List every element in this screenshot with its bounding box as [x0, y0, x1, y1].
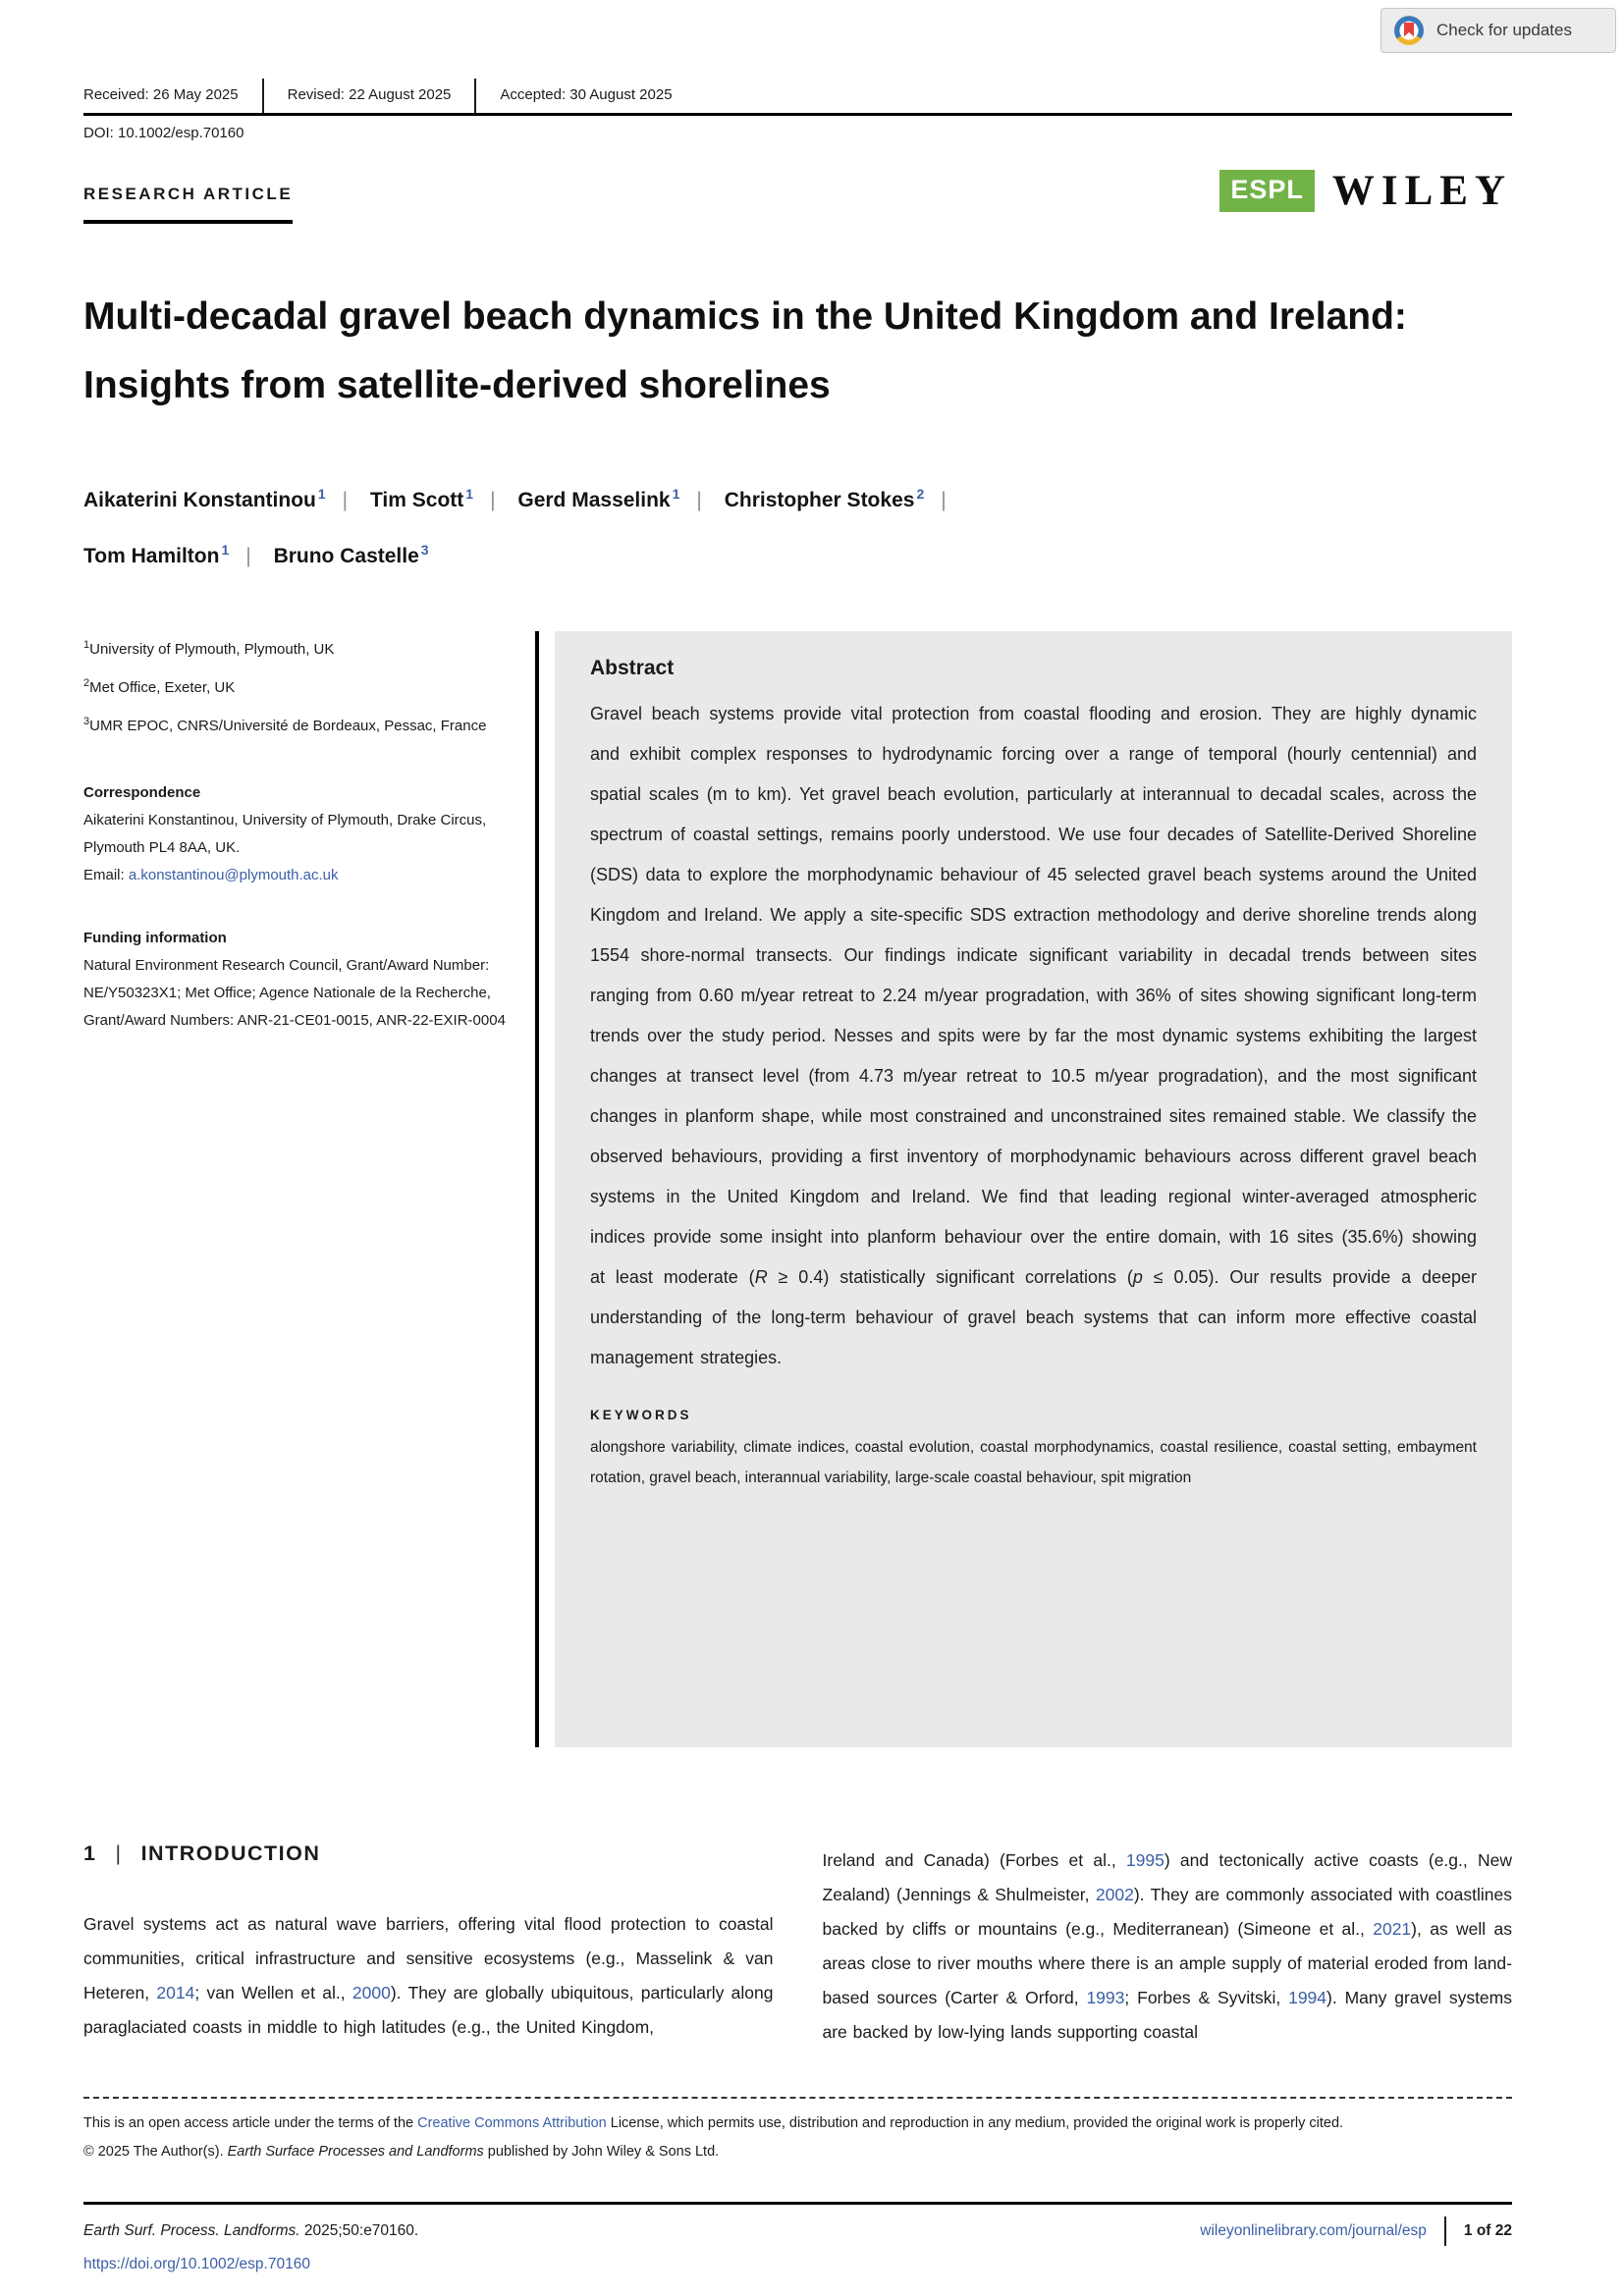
vertical-divider	[262, 79, 264, 113]
intro-paragraph-left	[83, 1905, 774, 2045]
author-separator: |	[490, 489, 496, 511]
article-meta	[83, 79, 1512, 141]
doi-text: DOI: 10.1002/esp.70160	[83, 125, 244, 141]
text-segment: p	[1132, 1267, 1143, 1287]
text-segment: ; van Wellen et al.,	[194, 1983, 352, 2002]
copyright-text	[83, 2139, 1512, 2164]
wiley-publisher-logo: WILEY	[1331, 168, 1512, 214]
author: Tim Scott $^1$ |	[369, 486, 496, 511]
received-date: Received: 26 May 2025	[83, 86, 239, 103]
email-link[interactable]: a.konstantinou@plymouth.ac.uk	[128, 867, 339, 883]
check-for-updates-icon	[1393, 15, 1425, 46]
text-segment: This is an open access article under the terms of the	[83, 2115, 418, 2131]
license-text	[83, 2110, 1512, 2136]
section-heading	[83, 1842, 774, 1866]
text-segment: published by John Wiley & Sons Ltd.	[483, 2144, 720, 2160]
keywords-block	[590, 1408, 1477, 1493]
check-for-updates-badge[interactable]	[1380, 8, 1616, 53]
author: Aikaterini Konstantinou $^1$ |	[83, 486, 349, 511]
keywords-heading: KEYWORDS	[590, 1408, 692, 1422]
accepted-date: Accepted: 30 August 2025	[500, 86, 673, 103]
text-segment: © 2025 The Author(s).	[83, 2144, 228, 2160]
keywords-text: alongshore variability, climate indices, coastal evolution, coastal morphodynamics, coastal resilience, coastal setting, embayment rotation, gravel beach, interannual variability, large-scale coastal behaviour, spit migration	[590, 1439, 1477, 1486]
text-segment: 2025;50:e70160.	[299, 2222, 419, 2239]
inline-link[interactable]: 1993	[1086, 1988, 1125, 2007]
footer-right	[1200, 2216, 1512, 2246]
affiliation: $^2$Met Office, Exeter, UK	[83, 677, 236, 696]
intro-left-column	[83, 1842, 774, 2050]
section-separator: |	[115, 1842, 122, 1865]
revised-date: Revised: 22 August 2025	[287, 86, 452, 103]
author-separator: |	[696, 489, 702, 511]
inline-link[interactable]: 1994	[1288, 1988, 1327, 2007]
author: Gerd Masselink $^1$ |	[517, 486, 702, 511]
text-segment: ; Forbes & Syvitski,	[1124, 1988, 1289, 2007]
abstract-left-rule	[535, 631, 539, 1747]
vertical-divider	[474, 79, 476, 113]
affiliation-superscript: 3	[420, 542, 429, 558]
funding-heading: Funding information	[83, 930, 227, 946]
text-segment: ≥ 0.4) statistically significant correlations (	[767, 1267, 1133, 1287]
author-separator: |	[245, 545, 251, 567]
text-segment: License, which permits use, distribution and reproduction in any medium, provided the original work is properly cited.	[606, 2115, 1344, 2131]
text-segment: Gravel beach systems provide vital protection from coastal flooding and erosion. They are highly dynamic and exhibit complex responses to hydrodynamic forcing over a range of temporal (hourly centennial) and spatial scales (m to km). Yet gravel beach evolution, particularly at interannual to decadal scales, across the spectrum of coastal settings, remains poorly understood. We use four decades of Satellite-Derived Shoreline (SDS) data to explore the morphodynamic behaviour of 45 selected gravel beach systems around the United Kingdom and Ireland. We apply a site-specific SDS extraction methodology and derive shoreline trends along 1554 shore-normal transects. Our findings indicate significant variability in decadal trends between sites ranging from 0.60 m/year retreat to 2.24 m/year progradation, with 36% of sites showing significant long-term trends over the study period. Nesses and spits were by far the most dynamic systems exhibiting the largest changes at transect level (from 4.73 m/year retreat to 10.5 m/year progradation), and the most significant changes in planform shape, while most constrained and unconstrained sites remained stable. We classify the observed behaviours, providing a first inventory of morphodynamic behaviours across different gravel beach systems in the United Kingdom and Ireland. We find that leading regional winter-averaged atmospheric indices provide some insight into planform behaviour over the entire domain, with 16 sites (35.6%) showing at least moderate (	[590, 704, 1477, 1287]
dates-row	[83, 79, 1512, 116]
text-segment: ). They are globally ubiquitous, particularly along paraglaciated coasts in middle to high latitudes (e.g., the United Kingdom,	[83, 1983, 774, 2037]
text-segment: ). Many gravel systems are backed by low-lying lands supporting coastal	[822, 1988, 1512, 2042]
correspondence-heading: Correspondence	[83, 784, 201, 801]
author: Tom Hamilton $^1$ |	[83, 542, 251, 567]
article-info-sidebar	[83, 631, 515, 1747]
affiliation-superscript: 2	[916, 486, 925, 502]
inline-link[interactable]: 2021	[1373, 1919, 1412, 1939]
author-separator: |	[941, 489, 947, 511]
info-and-abstract	[83, 631, 1512, 1747]
check-for-updates-label: Check for updates	[1436, 21, 1572, 39]
introduction-section	[83, 1842, 1512, 2050]
inline-link[interactable]: 1995	[1125, 1850, 1164, 1870]
intro-paragraph-right	[823, 1842, 1513, 2050]
text-segment: ). They are commonly associated with coastlines backed by cliffs or mountains (e.g., Mediterranean) (Simeone et al.,	[822, 1885, 1512, 1939]
affiliation: $^1$University of Plymouth, Plymouth, UK	[83, 639, 335, 658]
inline-link[interactable]: Creative Commons Attribution	[417, 2115, 607, 2131]
correspondence-text: Aikaterini Konstantinou, University of Plymouth, Drake Circus, Plymouth PL4 8AA, UK.	[83, 812, 487, 856]
affiliation-superscript: 1	[221, 542, 230, 558]
author-list	[83, 469, 1110, 581]
inline-link[interactable]: 2000	[352, 1983, 391, 2002]
logos	[1219, 167, 1512, 215]
journal-citation	[83, 2222, 418, 2240]
author-separator: |	[342, 489, 349, 511]
journal-website-link[interactable]: wileyonlinelibrary.com/journal/esp	[1200, 2222, 1427, 2239]
abstract-box	[555, 631, 1512, 1747]
inline-link[interactable]: 2014	[156, 1983, 195, 2002]
article-title: Multi-decadal gravel beach dynamics in the United Kingdom and Ireland: Insights from satellite-derived shorelines	[83, 295, 1407, 406]
section-number: 1	[83, 1842, 96, 1865]
open-access-footnote	[83, 2097, 1512, 2164]
author: Bruno Castelle $^3$	[273, 542, 429, 567]
affiliation-superscript: 1	[317, 486, 326, 502]
funding-text: Natural Environment Research Council, Grant/Award Number: NE/Y50323X1; Met Office; Agence Nationale de la Recherche, Grant/Award Numbers: ANR-21-CE01-0015, ANR-22-EXIR-0004	[83, 957, 506, 1029]
header-row	[83, 167, 1512, 224]
text-segment: R	[754, 1267, 768, 1287]
intro-right-column	[823, 1842, 1513, 2050]
inline-link[interactable]: 2002	[1095, 1885, 1134, 1904]
funding-block	[83, 925, 515, 1035]
text-segment: ≤ 0.05). Our results provide a deeper understanding of the long-term behaviour of gravel beach systems that can inform more effective coastal management strategies.	[590, 1267, 1478, 1367]
page-number: 1 of 22	[1463, 2222, 1512, 2239]
footer-row	[83, 2216, 1512, 2246]
affiliation-superscript: 1	[672, 486, 680, 502]
section-title: INTRODUCTION	[140, 1842, 321, 1865]
article-type-label: RESEARCH ARTICLE	[83, 167, 293, 224]
page-footer	[83, 2202, 1512, 2273]
espl-journal-logo: ESPL	[1219, 170, 1315, 212]
doi-link[interactable]: https://doi.org/10.1002/esp.70160	[83, 2256, 310, 2272]
text-segment: Gravel systems act as natural wave barriers, offering vital flood protection to coastal communities, critical infrastructure and sensitive ecosystems (e.g., Masselink & van Heteren,	[83, 1914, 774, 2002]
text-segment: Ireland and Canada) (Forbes et al.,	[822, 1850, 1126, 1870]
correspondence-block	[83, 779, 515, 889]
email-label: Email:	[83, 867, 129, 883]
text-segment: ) and tectonically active coasts (e.g., New Zealand) (Jennings & Shulmeister,	[822, 1850, 1512, 1904]
abstract-text	[590, 694, 1477, 1378]
text-segment: Earth Surface Processes and Landforms	[227, 2144, 484, 2160]
correspondence-email-line	[83, 862, 515, 889]
doi-url	[83, 2256, 1512, 2273]
vertical-divider	[1444, 2216, 1446, 2246]
text-segment: Earth Surf. Process. Landforms.	[83, 2222, 300, 2239]
text-segment: ), as well as areas close to river mouths where there is an ample supply of material eroded from land-based sources (Carter & Orford,	[822, 1919, 1513, 2007]
abstract-heading: Abstract	[590, 657, 675, 679]
author: Christopher Stokes $^2$ |	[724, 486, 947, 511]
affiliation: $^3$UMR EPOC, CNRS/Université de Bordeaux, Pessac, France	[83, 716, 487, 734]
affiliation-superscript: 1	[465, 486, 474, 502]
